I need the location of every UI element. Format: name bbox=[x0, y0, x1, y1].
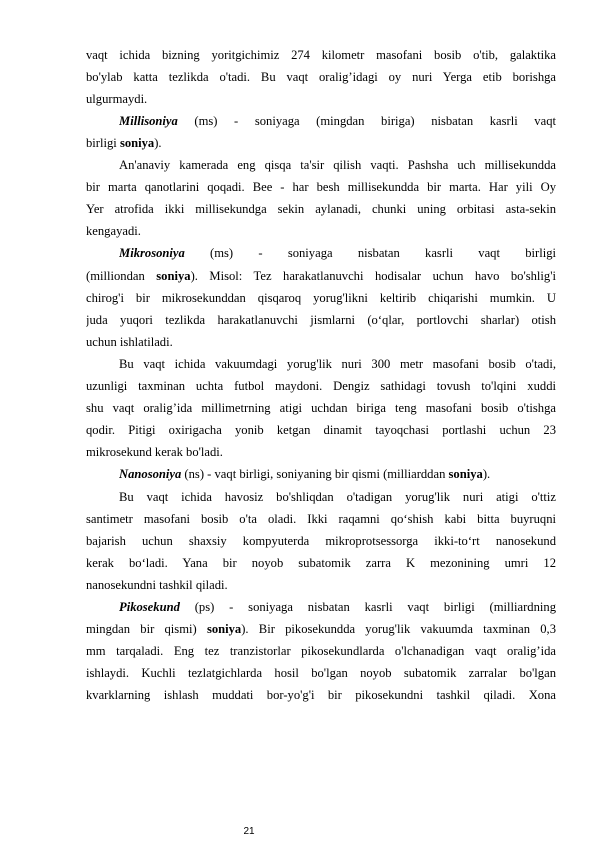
line-text: uchun ishlatiladi. bbox=[86, 334, 173, 349]
line-text: qodir. Pitigi oxirigacha yonib ketgan dinamit tayoqchasi portlashi uchun 23 bbox=[86, 423, 556, 438]
line-text: ulgurmaydi. bbox=[86, 91, 148, 106]
line-text: ishlaydi. Kuchli tezlatgichlarda hosil bo'lgan noyob subatomik zarralar bo'lgan bbox=[86, 666, 556, 681]
line-text: bajarish uchun shaxsiy kompyuterda mikroprotsessorga ikki-to‘rt nanosekund bbox=[86, 533, 556, 548]
text-line bbox=[86, 222, 556, 240]
line-text: ). bbox=[482, 467, 491, 482]
text-line bbox=[86, 620, 556, 638]
text-line bbox=[119, 112, 556, 130]
text-line bbox=[86, 576, 556, 594]
text-line bbox=[119, 465, 556, 483]
text-line bbox=[119, 488, 556, 506]
line-text: shu vaqt oralig’ida millimetrning atigi uchdan biriga teng masofani bosib o'tishga bbox=[86, 401, 556, 416]
text-line bbox=[86, 200, 556, 218]
line-text: chirog'i bir mikrosekunddan qisqaroq yorug'likni keltirib chiqarishi mumkin. U bbox=[86, 290, 556, 305]
text-line bbox=[86, 134, 556, 152]
text-line bbox=[119, 156, 556, 174]
bold-word: soniya bbox=[206, 622, 242, 637]
bold-word: soniya bbox=[119, 135, 155, 150]
text-line bbox=[86, 664, 556, 682]
line-text: bo'ylab katta tezlikda o'tadi. Bu vaqt oralig’idagi oy nuri Yerga etib borishga bbox=[86, 69, 556, 84]
line-text: vaqt ichida bizning yoritgichimiz 274 kilometr masofani bosib o'tib, galaktika bbox=[86, 47, 556, 62]
text-line bbox=[119, 244, 556, 262]
bold-word: soniya bbox=[156, 268, 191, 283]
line-text: mikrosekund kerak bo'ladi. bbox=[86, 445, 223, 460]
text-line bbox=[86, 289, 556, 307]
text-line bbox=[86, 443, 556, 461]
term-name: Pikosekund bbox=[119, 600, 180, 614]
line-text: nanosekundni tashkil qiladi. bbox=[86, 577, 228, 592]
text-line bbox=[86, 532, 556, 550]
line-text: kengayadi. bbox=[86, 224, 141, 239]
line-text: uzunligi taxminan uchta futbol maydoni. Dengiz sathidagi tovush to'lqini xuddi bbox=[86, 379, 556, 393]
text-line bbox=[86, 46, 556, 64]
line-text: mingdan bir qismi) bbox=[86, 622, 207, 637]
text-line bbox=[86, 399, 556, 417]
text-line bbox=[86, 642, 556, 660]
term-name: Nanosoniya bbox=[119, 467, 182, 482]
page-number: 21 bbox=[243, 826, 255, 837]
line-text: Bu vaqt ichida vakuumdagi yorug'lik nuri 300 metr masofani bosib o'tadi, bbox=[119, 356, 556, 371]
line-text: (ms) - soniyaga nisbatan kasrli vaqt birligi bbox=[184, 246, 556, 261]
line-text: bir marta qanotlarini qoqadi. Bee - har besh millisekundda bir marta. Har yili Oy bbox=[86, 180, 556, 195]
line-text: An'anaviy kamerada eng qisqa ta'sir qilish vaqti. Pashsha uch millisekundda bbox=[119, 158, 556, 172]
text-line bbox=[119, 598, 556, 616]
bold-word: soniya bbox=[448, 467, 483, 482]
text-line bbox=[86, 377, 556, 395]
text-line bbox=[86, 267, 556, 285]
text-line bbox=[86, 686, 556, 704]
line-text: kerak bo‘ladi. Yana bir noyob subatomik zarra K mezonining umri 12 bbox=[86, 555, 556, 570]
line-text: santimetr masofani bosib o'ta oladi. Ikki raqamni qo‘shish kabi bitta buyruqni bbox=[86, 511, 556, 526]
line-text: Bu vaqt ichida havosiz bo'shliqdan o'tadigan yorug'lik nuri atigi o'ttiz bbox=[119, 489, 556, 504]
line-text: ). bbox=[154, 135, 162, 150]
line-text: (ms) - soniyaga (mingdan biriga) nisbatan kasrli vaqt bbox=[177, 113, 556, 128]
text-line bbox=[86, 90, 556, 108]
term-name: Millisoniya bbox=[119, 113, 178, 128]
line-text: (ns) - vaqt birligi, soniyaning bir qismi (milliarddan bbox=[181, 467, 449, 482]
text-line bbox=[86, 554, 556, 572]
line-text: kvarklarning ishlash muddati bor-yo'g'i bir pikosekundni tashkil qiladi. Xona bbox=[86, 688, 556, 703]
line-text: (ps) - soniyaga nisbatan kasrli vaqt birligi (milliardning bbox=[179, 600, 556, 614]
line-text: Yer atrofida ikki millisekundga sekin aylanadi, chunki uning orbitasi asta-sekin bbox=[86, 202, 556, 217]
text-line bbox=[119, 355, 556, 373]
text-line bbox=[86, 333, 556, 351]
line-text: ). Misol: Tez harakatlanuvchi hodisalar uchun havo bo'shlig'i bbox=[190, 268, 556, 283]
text-line bbox=[86, 421, 556, 439]
line-text: (milliondan bbox=[86, 268, 157, 283]
text-line bbox=[86, 68, 556, 86]
line-text: mm tarqaladi. Eng tez tranzistorlar pikosekundlarda o'lchanadigan vaqt oralig’ida bbox=[86, 644, 556, 659]
text-line bbox=[86, 510, 556, 528]
line-text: birligi bbox=[86, 135, 120, 150]
line-text: ). Bir pikosekundda yorug'lik vakuumda taxminan 0,3 bbox=[241, 622, 556, 637]
text-line bbox=[86, 311, 556, 329]
text-line bbox=[86, 178, 556, 196]
line-text: juda yuqori tezlikda harakatlanuvchi jismlarni (o‘qlar, portlovchi sharlar) otish bbox=[86, 312, 556, 327]
term-name: Mikrosoniya bbox=[119, 246, 185, 261]
